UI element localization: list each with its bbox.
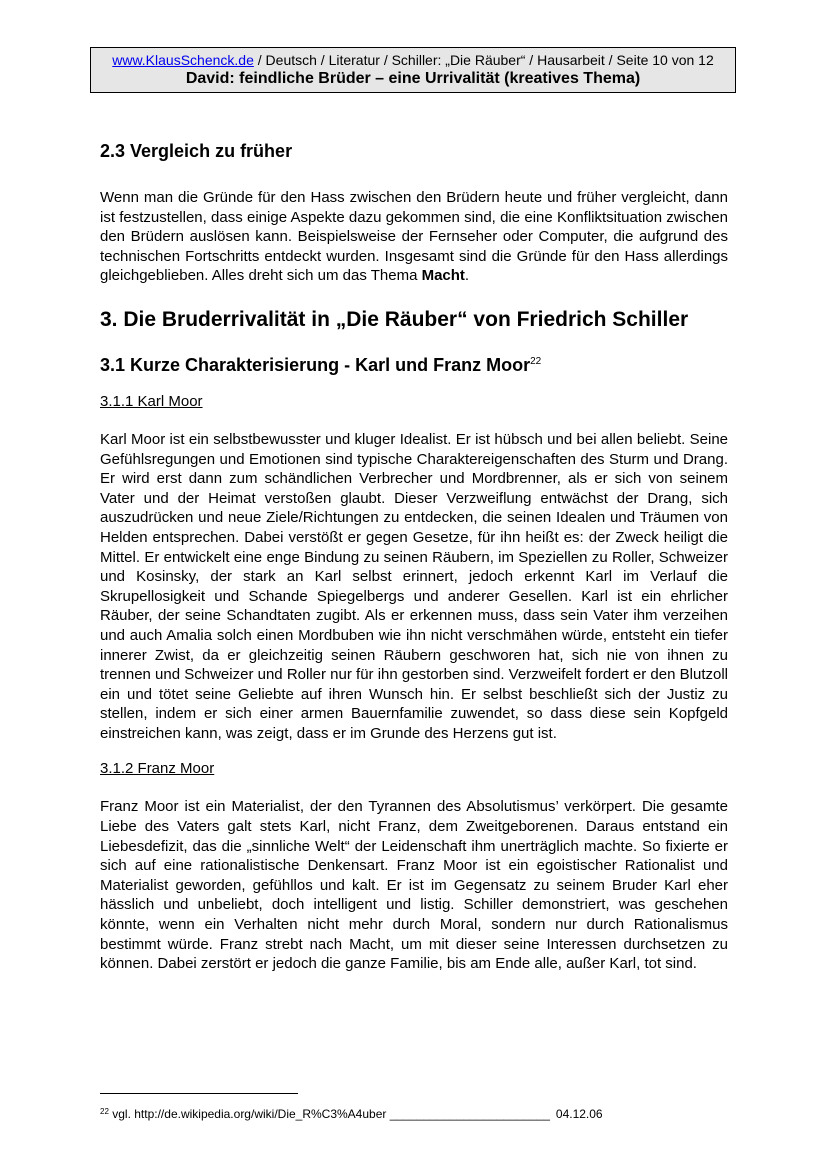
header-breadcrumb: / Deutsch / Literatur / Schiller: „Die Räuber“ / Hausarbeit / Seite 10 von 12 (253, 52, 714, 68)
section-3-1-heading (100, 349, 728, 378)
footnote-divider (100, 1093, 298, 1094)
section-2-3-paragraph (100, 188, 728, 286)
chapter-3-heading: 3. Die Bruderrivalität in „Die Räuber“ von Friedrich Schiller (100, 307, 689, 331)
footnote (100, 1104, 728, 1122)
footnote-number: 22 (100, 1107, 109, 1116)
document-body (100, 138, 728, 974)
footnote-date: 04.12.06 (555, 1107, 603, 1121)
site-link[interactable]: www.KlausSchenck.de (112, 52, 254, 68)
footnote-ref: 22 (530, 355, 542, 367)
section-2-3-bold-word: Macht (421, 267, 465, 285)
section-3-1-1-paragraph: Karl Moor ist ein selbstbewusster und kluger Idealist. Er ist hübsch und bei allen beliebt. Seine Gefühlsregungen und Emotionen sind typische Charaktereigenschaften des Sturm und Drang. Er wird erst dann zum schändlichen Verbrecher und Mordbrenner, als er sich von seinem Vater und der Heimat verstoßen glaubt. Dieser Verzweiflung entwächst der Drang, sich auszudrücken und neue Ziele/Richtungen zu entdecken, die seinen Idealen und Träumen von Helden entsprechen. Dabei verstößt er gegen Gesetze, für ihn heißt es: der Zweck heiligt die Mittel. Er entwickelt eine enge Bindung zu seinen Räubern, im Speziellen zu Roller, Schweizer und Kosinsky, der stark an Karl selbst erinnert, jedoch erkennt Karl im Verlauf die Skrupellosigkeit und Schande Spiegelbergs und anderer Gesellen. Karl ist ein ehrlicher Räuber, der seine Schandtaten zugibt. Als er erkennen muss, dass sein Vater ihm verzeihen und auch Amalia solch einen Mordbuben wie ihn nicht verschmähen würde, entsteht ein tiefer innerer Zwist, da er gleichzeitig seinen Räubern geschworen hat, sich nie von ihnen zu trennen und Schweizer und Roller nur für ihn gestorben sind. Verzweifelt fordert er den Blutzoll ein und tötet seine Geliebte auf ihren Wunsch hin. Er selbst beschließt sich der Justiz zu stellen, indem er sich einer armen Bauernfamilie zuwendet, so dass diese sein Kopfgeld einstreichen kann, was zeigt, dass er im Grunde des Herzens gut ist. (100, 430, 728, 742)
header-title: David: feindliche Brüder – eine Urrivalität (kreatives Thema) (185, 70, 641, 87)
section-2-3-text: Wenn man die Gründe für den Hass zwischen den Brüdern heute und früher vergleicht, dann ist festzustellen, dass einige Aspekte dazu gekommen sind, die eine Konfliktsituation zwischen den Brüdern auslösen kann. Beispielsweise der Fernseher oder Computer, die aufgrund des technischen Fortschritts entdeckt wurden. Insgesamt sind die Gründe für den Hass allerdings gleichgeblieben. Alles dreht sich um das Thema (100, 189, 728, 285)
header-breadcrumb-line (91, 51, 735, 69)
section-3-1-1-heading: 3.1.1 Karl Moor (100, 392, 203, 410)
section-2-3-text-end: . (464, 267, 470, 285)
footnote-text: vgl. http://de.wikipedia.org/wiki/Die_R%C3%A4uber ________________________ (108, 1107, 550, 1121)
section-3-1-heading-text: 3.1 Kurze Charakterisierung - Karl und Franz Moor (100, 354, 531, 375)
page-header (90, 47, 736, 93)
section-3-1-2-paragraph: Franz Moor ist ein Materialist, der den Tyrannen des Absolutismus’ verkörpert. Die gesamte Liebe des Vaters galt stets Karl, nicht Franz, dem Zweitgeborenen. Daraus entstand ein Liebesdefizit, das die „sinnliche Welt“ der Leidenschaft ihm unerträglich machte. So fixierte er sich auf eine rationalistische Denkensart. Franz Moor ist ein egoistischer Rationalist und Materialist geworden, gefühllos und kalt. Er ist im Gegensatz zu seinem Bruder Karl eher hässlich und unbeliebt, doch intelligent und listig. Schiller demonstriert, was geschehen könnte, wenn ein Verhalten nicht mehr durch Moral, sondern nur durch Rationalismus bestimmt würde. Franz strebt nach Macht, um mit dieser seine Interessen durchsetzen zu können. Dabei zerstört er jedoch die ganze Familie, bis am Ende alle, außer Karl, tot sind. (100, 798, 728, 973)
section-3-1-2-heading: 3.1.2 Franz Moor (100, 760, 215, 778)
section-2-3-heading: 2.3 Vergleich zu früher (100, 141, 293, 161)
